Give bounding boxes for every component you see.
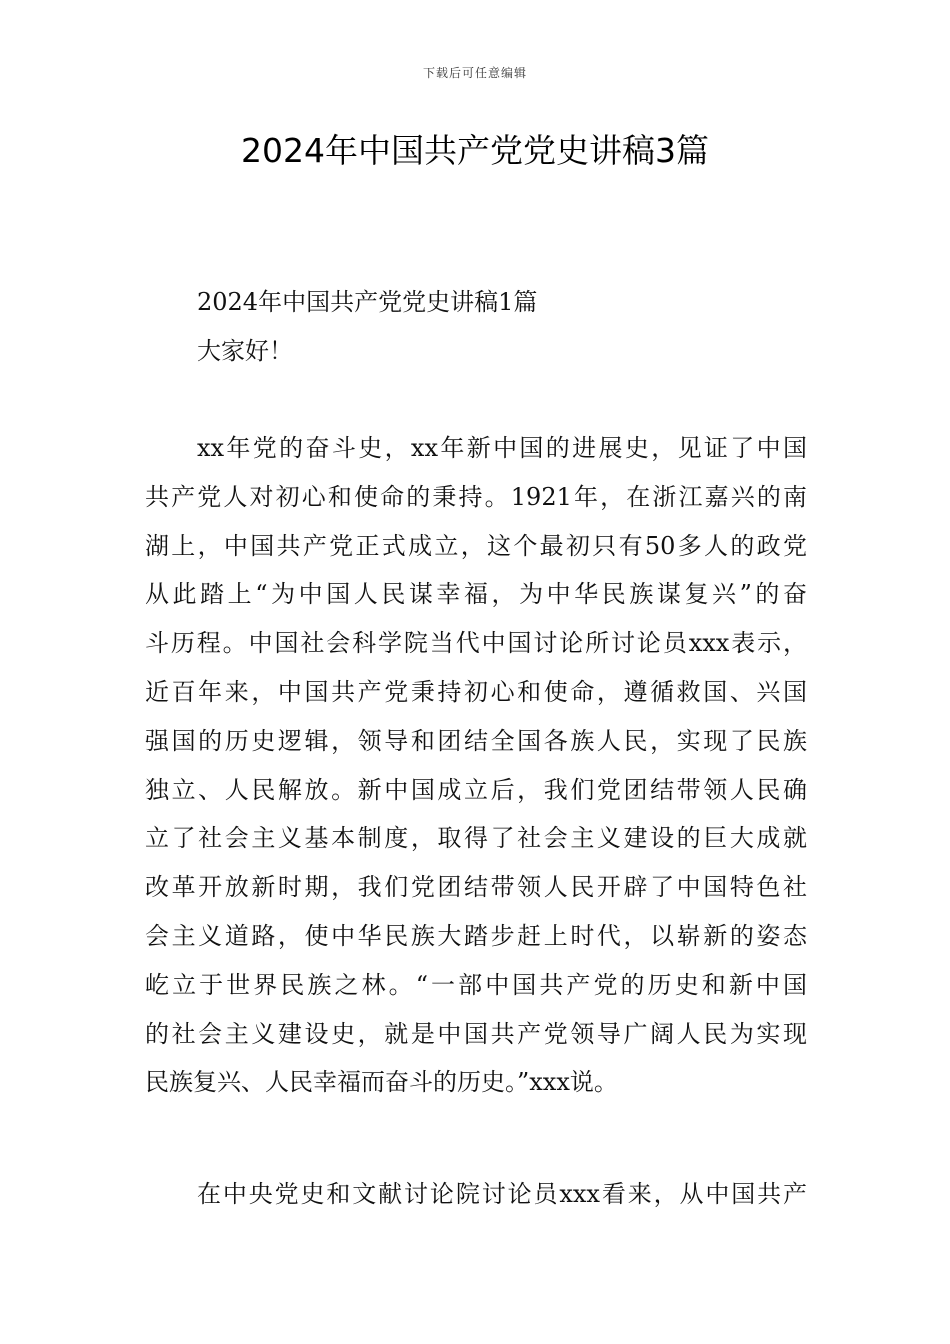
paragraph-2 — [145, 1170, 807, 1219]
paragraph-line: 在中央党史和文献讨论院讨论员xxx看来，从中国共产 — [197, 1180, 807, 1208]
paragraph-line: 民族复兴、人民幸福而奋斗的历史。”xxx说。 — [145, 1068, 618, 1097]
paragraph-line: 屹立于世界民族之林。“一部中国共产党的历史和新中国 — [145, 970, 807, 999]
document-title: 2024年中国共产党党史讲稿3篇 — [241, 131, 709, 170]
paragraph-line: 的社会主义建设史，就是中国共产党领导广阔人民为实现 — [145, 1019, 807, 1048]
header-note: 下载后可任意编辑 — [422, 66, 527, 80]
paragraph-1 — [145, 424, 807, 1107]
paragraph-line: 立了社会主义基本制度，取得了社会主义建设的巨大成就 — [145, 824, 807, 853]
paragraph-line: 独立、人民解放。新中国成立后，我们党团结带领人民确 — [145, 775, 807, 804]
paragraph-line: 改革开放新时期，我们党团结带领人民开辟了中国特色社 — [145, 873, 807, 902]
paragraph-line: 会主义道路，使中华民族大踏步赶上时代，以崭新的姿态 — [145, 921, 807, 950]
paragraph-line: 湖上，中国共产党正式成立，这个最初只有50多人的政党 — [145, 531, 807, 560]
paragraph-line: xx年党的奋斗史，xx年新中国的进展史，见证了中国 — [197, 434, 807, 462]
paragraph-line: 近百年来，中国共产党秉持初心和使命，遵循救国、兴国 — [145, 677, 807, 706]
greeting: 大家好！ — [197, 337, 293, 365]
paragraph-line: 斗历程。中国社会科学院当代中国讨论所讨论员xxx表示， — [145, 629, 807, 658]
paragraph-line: 强国的历史逻辑，领导和团结全国各族人民，实现了民族 — [145, 726, 807, 755]
paragraph-line: 共产党人对初心和使命的秉持。1921年，在浙江嘉兴的南 — [145, 482, 807, 511]
sub-heading: 2024年中国共产党党史讲稿1篇 — [197, 288, 538, 316]
paragraph-line: 从此踏上“为中国人民谋幸福，为中华民族谋复兴”的奋 — [145, 580, 807, 609]
